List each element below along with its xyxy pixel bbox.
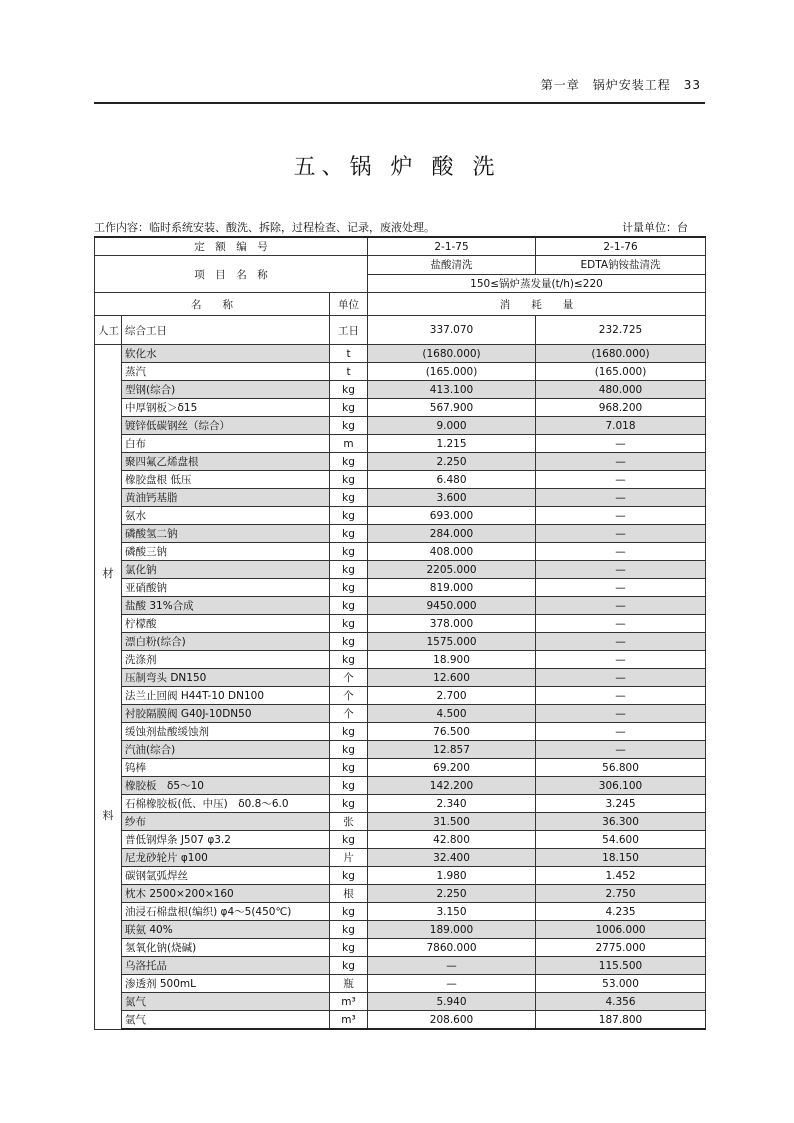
material-unit: t <box>330 363 368 381</box>
material-unit: kg <box>330 489 368 507</box>
material-unit: kg <box>330 921 368 939</box>
work-info <box>94 219 688 235</box>
material-name: 渗透剂 500mL <box>122 975 330 993</box>
material-name: 聚四氟乙烯盘根 <box>122 453 330 471</box>
material-value-2: — <box>536 507 706 525</box>
material-value-1: 693.000 <box>368 507 536 525</box>
material-row <box>95 759 706 777</box>
material-value-1: 2.250 <box>368 453 536 471</box>
material-name: 漂白粉(综合) <box>122 633 330 651</box>
material-name: 蒸汽 <box>122 363 330 381</box>
work-content-text: 工作内容：临时系统安装、酸洗、拆除，过程检查、记录，废液处理。 <box>94 221 435 234</box>
material-unit: m³ <box>330 993 368 1011</box>
material-name: 型钢(综合) <box>122 381 330 399</box>
labor-value-2: 232.725 <box>536 316 706 345</box>
labor-unit: 工日 <box>330 316 368 345</box>
material-unit: 个 <box>330 705 368 723</box>
material-value-1: 42.800 <box>368 831 536 849</box>
material-row <box>95 813 706 831</box>
material-row <box>95 525 706 543</box>
condition-text: 150≤锅炉蒸发量(t/h)≤220 <box>368 274 706 293</box>
material-unit: t <box>330 345 368 363</box>
material-value-2: — <box>536 579 706 597</box>
material-value-1: 2.250 <box>368 885 536 903</box>
material-value-1: 6.480 <box>368 471 536 489</box>
material-value-2: 480.000 <box>536 381 706 399</box>
material-value-1: 1.980 <box>368 867 536 885</box>
material-name: 镀锌低碳钢丝（综合） <box>122 417 330 435</box>
material-row <box>95 687 706 705</box>
material-unit: kg <box>330 651 368 669</box>
method-2: EDTA钠铵盐清洗 <box>536 256 706 275</box>
material-unit: 张 <box>330 813 368 831</box>
material-row <box>95 651 706 669</box>
material-value-2: — <box>536 471 706 489</box>
material-row <box>95 471 706 489</box>
material-unit: kg <box>330 543 368 561</box>
material-row <box>95 399 706 417</box>
material-value-2: — <box>536 435 706 453</box>
material-category-bottom: 料 <box>102 809 114 822</box>
material-name: 白布 <box>122 435 330 453</box>
material-value-1: 76.500 <box>368 723 536 741</box>
material-value-2: 4.235 <box>536 903 706 921</box>
quota-code-label: 定 额 编 号 <box>95 237 368 256</box>
material-value-1: 7860.000 <box>368 939 536 957</box>
material-value-1: 18.900 <box>368 651 536 669</box>
material-value-1: 378.000 <box>368 615 536 633</box>
material-name: 盐酸 31%合成 <box>122 597 330 615</box>
material-value-1: 12.857 <box>368 741 536 759</box>
material-name: 氮气 <box>122 993 330 1011</box>
material-name: 普低钢焊条 J507 φ3.2 <box>122 831 330 849</box>
material-row <box>95 435 706 453</box>
material-name: 黄油钙基脂 <box>122 489 330 507</box>
material-value-2: — <box>536 543 706 561</box>
material-category-top: 材 <box>102 567 114 580</box>
page-title: 五、锅 炉 酸 洗 <box>293 155 501 180</box>
material-name: 乌洛托品 <box>122 957 330 975</box>
material-unit: kg <box>330 525 368 543</box>
material-unit: kg <box>330 831 368 849</box>
material-value-1: 5.940 <box>368 993 536 1011</box>
material-row <box>95 849 706 867</box>
material-unit: kg <box>330 453 368 471</box>
material-row <box>95 597 706 615</box>
labor-name: 综合工日 <box>122 316 330 345</box>
material-row <box>95 885 706 903</box>
material-name: 碳钢氩弧焊丝 <box>122 867 330 885</box>
material-name: 油浸石棉盘根(编织) φ4～5(450℃) <box>122 903 330 921</box>
material-value-1: 208.600 <box>368 1011 536 1030</box>
material-unit: kg <box>330 759 368 777</box>
material-unit: 根 <box>330 885 368 903</box>
material-value-1: 408.000 <box>368 543 536 561</box>
material-value-2: — <box>536 615 706 633</box>
material-value-1: 1.215 <box>368 435 536 453</box>
material-unit: kg <box>330 903 368 921</box>
material-value-2: 4.356 <box>536 993 706 1011</box>
material-row <box>95 939 706 957</box>
material-value-2: 1.452 <box>536 867 706 885</box>
material-row <box>95 543 706 561</box>
material-row <box>95 975 706 993</box>
material-unit: kg <box>330 381 368 399</box>
material-name: 纱布 <box>122 813 330 831</box>
material-name: 尼龙砂轮片 φ100 <box>122 849 330 867</box>
material-name: 橡胶板 δ5～10 <box>122 777 330 795</box>
method-row <box>95 256 706 275</box>
material-value-2: 36.300 <box>536 813 706 831</box>
material-value-1: 413.100 <box>368 381 536 399</box>
material-value-1: — <box>368 975 536 993</box>
material-unit: m <box>330 435 368 453</box>
material-value-2: 3.245 <box>536 795 706 813</box>
material-unit: kg <box>330 417 368 435</box>
material-value-1: 819.000 <box>368 579 536 597</box>
material-name: 石棉橡胶板(低、中压) δ0.8～6.0 <box>122 795 330 813</box>
material-value-1: 284.000 <box>368 525 536 543</box>
material-unit: kg <box>330 561 368 579</box>
material-value-1: 2205.000 <box>368 561 536 579</box>
material-value-2: — <box>536 561 706 579</box>
material-row <box>95 723 706 741</box>
material-value-2: — <box>536 741 706 759</box>
material-unit: kg <box>330 507 368 525</box>
material-row <box>95 1011 706 1030</box>
material-unit: kg <box>330 795 368 813</box>
material-row <box>95 453 706 471</box>
material-value-1: 31.500 <box>368 813 536 831</box>
material-name: 汽油(综合) <box>122 741 330 759</box>
material-value-1: 3.150 <box>368 903 536 921</box>
material-name: 压制弯头 DN150 <box>122 669 330 687</box>
material-name: 橡胶盘根 低压 <box>122 471 330 489</box>
material-unit: 个 <box>330 669 368 687</box>
labor-row <box>95 316 706 345</box>
material-row <box>95 903 706 921</box>
material-value-1: 2.340 <box>368 795 536 813</box>
material-name: 中厚钢板＞δ15 <box>122 399 330 417</box>
material-value-2: 1006.000 <box>536 921 706 939</box>
method-1: 盐酸清洗 <box>368 256 536 275</box>
material-row <box>95 993 706 1011</box>
material-unit: kg <box>330 867 368 885</box>
material-value-1: 2.700 <box>368 687 536 705</box>
material-value-1: 4.500 <box>368 705 536 723</box>
material-value-1: 9.000 <box>368 417 536 435</box>
quota-code-row <box>95 237 706 256</box>
material-unit: kg <box>330 579 368 597</box>
material-name: 氯化钠 <box>122 561 330 579</box>
material-value-1: 567.900 <box>368 399 536 417</box>
material-value-2: 7.018 <box>536 417 706 435</box>
col-header-unit: 单位 <box>330 293 368 316</box>
col-header-name: 名 称 <box>95 293 330 316</box>
material-row <box>95 615 706 633</box>
material-value-2: 2775.000 <box>536 939 706 957</box>
material-unit: 片 <box>330 849 368 867</box>
material-row <box>95 741 706 759</box>
quota-table <box>94 236 706 1030</box>
material-name: 缓蚀剂盐酸缓蚀剂 <box>122 723 330 741</box>
material-row <box>95 831 706 849</box>
material-unit: kg <box>330 633 368 651</box>
material-row <box>95 507 706 525</box>
material-row <box>95 957 706 975</box>
material-name: 氢氧化钠(烧碱) <box>122 939 330 957</box>
material-value-2: — <box>536 453 706 471</box>
material-row <box>95 579 706 597</box>
material-name: 衬胶隔膜阀 G40J-10DN50 <box>122 705 330 723</box>
quota-code-1: 2-1-75 <box>368 237 536 256</box>
material-value-1: (1680.000) <box>368 345 536 363</box>
material-row <box>95 921 706 939</box>
material-row <box>95 795 706 813</box>
material-value-2: — <box>536 669 706 687</box>
material-value-2: 2.750 <box>536 885 706 903</box>
material-value-1: 1575.000 <box>368 633 536 651</box>
material-name: 法兰止回阀 H44T-10 DN100 <box>122 687 330 705</box>
material-value-2: 115.500 <box>536 957 706 975</box>
material-value-2: 54.600 <box>536 831 706 849</box>
material-unit: kg <box>330 723 368 741</box>
material-row <box>95 669 706 687</box>
material-name: 软化水 <box>122 345 330 363</box>
material-name: 柠檬酸 <box>122 615 330 633</box>
material-name: 枕木 2500×200×160 <box>122 885 330 903</box>
material-row <box>95 633 706 651</box>
column-header-row <box>95 293 706 316</box>
material-name: 联氨 40% <box>122 921 330 939</box>
material-unit: kg <box>330 615 368 633</box>
material-value-1: — <box>368 957 536 975</box>
material-row <box>95 381 706 399</box>
material-value-2: — <box>536 705 706 723</box>
labor-value-1: 337.070 <box>368 316 536 345</box>
material-value-2: — <box>536 489 706 507</box>
material-value-1: 189.000 <box>368 921 536 939</box>
material-value-2: 18.150 <box>536 849 706 867</box>
material-value-1: 3.600 <box>368 489 536 507</box>
labor-category: 人工 <box>95 316 122 345</box>
material-name: 磷酸三钠 <box>122 543 330 561</box>
material-unit: kg <box>330 957 368 975</box>
quota-table-body <box>95 237 706 1029</box>
chapter-header-text: 第一章 锅炉安装工程 33 <box>540 78 701 92</box>
material-name: 钨棒 <box>122 759 330 777</box>
material-value-1: 12.600 <box>368 669 536 687</box>
col-header-consumption: 消 耗 量 <box>368 293 706 316</box>
material-value-2: — <box>536 687 706 705</box>
material-row <box>95 489 706 507</box>
material-row <box>95 345 706 363</box>
material-row <box>95 561 706 579</box>
page-header <box>94 72 705 104</box>
material-row <box>95 363 706 381</box>
material-value-2: — <box>536 597 706 615</box>
material-value-1: 9450.000 <box>368 597 536 615</box>
material-value-1: 69.200 <box>368 759 536 777</box>
material-value-2: (1680.000) <box>536 345 706 363</box>
material-unit: kg <box>330 939 368 957</box>
material-value-1: 142.200 <box>368 777 536 795</box>
material-value-2: 968.200 <box>536 399 706 417</box>
quota-code-2: 2-1-76 <box>536 237 706 256</box>
material-value-2: 187.800 <box>536 1011 706 1030</box>
material-value-2: — <box>536 633 706 651</box>
measure-unit-text: 计量单位：台 <box>622 221 688 234</box>
material-unit: 瓶 <box>330 975 368 993</box>
material-row <box>95 867 706 885</box>
material-unit: kg <box>330 399 368 417</box>
material-value-2: 53.000 <box>536 975 706 993</box>
material-value-1: (165.000) <box>368 363 536 381</box>
material-unit: 个 <box>330 687 368 705</box>
material-row <box>95 417 706 435</box>
material-value-2: (165.000) <box>536 363 706 381</box>
material-value-2: 56.800 <box>536 759 706 777</box>
material-name: 洗涤剂 <box>122 651 330 669</box>
material-unit: kg <box>330 741 368 759</box>
item-name-label: 项 目 名 称 <box>95 256 368 293</box>
material-name: 磷酸氢二钠 <box>122 525 330 543</box>
material-row <box>95 705 706 723</box>
material-name: 亚硝酸钠 <box>122 579 330 597</box>
material-unit: m³ <box>330 1011 368 1030</box>
material-value-2: — <box>536 525 706 543</box>
material-name: 氨水 <box>122 507 330 525</box>
material-category <box>95 345 122 1030</box>
material-value-2: — <box>536 723 706 741</box>
material-name: 氩气 <box>122 1011 330 1030</box>
material-value-2: 306.100 <box>536 777 706 795</box>
material-value-1: 32.400 <box>368 849 536 867</box>
material-unit: kg <box>330 597 368 615</box>
material-row <box>95 777 706 795</box>
material-unit: kg <box>330 471 368 489</box>
material-value-2: — <box>536 651 706 669</box>
material-unit: kg <box>330 777 368 795</box>
